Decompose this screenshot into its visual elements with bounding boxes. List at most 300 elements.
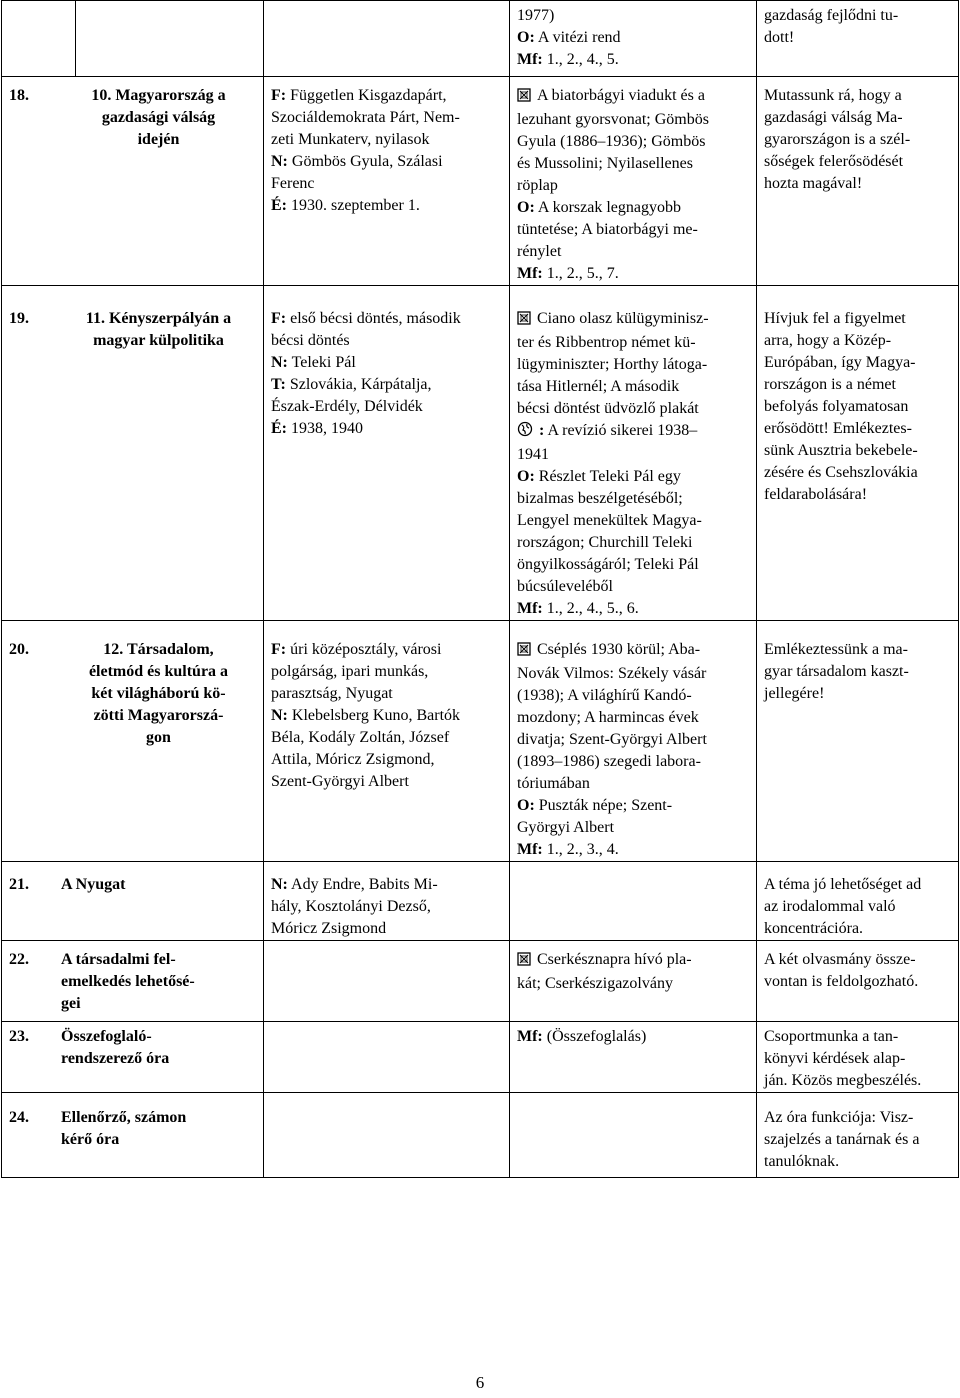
topic-line <box>61 727 256 749</box>
line-text: 1., 2., 4., 5. <box>542 51 619 68</box>
topic-line <box>61 330 256 352</box>
field-label: T: <box>271 376 286 393</box>
line-text: lügyminiszter; Horthy látoga- <box>517 356 708 373</box>
line-text: dott! <box>764 29 795 46</box>
line-text: Ellenőrző, számon <box>61 1109 187 1126</box>
source-line <box>517 1026 749 1048</box>
line-text: sőségek felerősödését <box>764 153 904 170</box>
line-text: divatja; Szent-Györgyi Albert <box>517 731 707 748</box>
topic-line <box>61 949 256 971</box>
line-text: tanulóknak. <box>764 1153 840 1170</box>
lesson-number: 21. <box>9 876 29 893</box>
source-line <box>517 197 749 219</box>
source-line <box>517 376 749 398</box>
line-text: 1., 2., 3., 4. <box>542 841 619 858</box>
line-text: A Nyugat <box>61 876 126 893</box>
note-line <box>764 151 951 173</box>
topic-line <box>61 1129 256 1151</box>
source-line <box>517 5 749 27</box>
line-text: Részlet Teleki Pál egy <box>534 468 681 485</box>
line-text: A korszak legnagyobb <box>534 199 681 216</box>
source-line <box>517 85 749 109</box>
note-line <box>764 874 951 896</box>
field-label: N: <box>271 876 288 893</box>
line-text: kát; Cserkészigazolvány <box>517 975 673 992</box>
notes-cell <box>757 1 959 77</box>
concept-line <box>271 705 502 727</box>
lesson-topic <box>61 85 256 151</box>
concept-line <box>271 151 502 173</box>
line-text: Ady Endre, Babits Mi- <box>287 876 438 893</box>
lesson-cell <box>2 77 264 286</box>
line-text: Teleki Pál <box>287 354 356 371</box>
topic-line <box>61 308 256 330</box>
line-text: magyar külpolitika <box>93 332 224 349</box>
field-label: O: <box>517 797 535 814</box>
source-line <box>517 554 749 576</box>
line-text: (Összefoglalás) <box>542 1028 647 1045</box>
field-label: É: <box>271 197 287 214</box>
table-row <box>2 1093 959 1178</box>
curriculum-table-body <box>2 1 959 1178</box>
line-text: gazdasági válság <box>101 109 216 126</box>
note-line <box>764 1151 951 1173</box>
line-text: gon <box>146 729 171 746</box>
line-text: Emlékeztessünk a ma- <box>764 641 908 658</box>
field-label: É: <box>271 420 287 437</box>
field-label: : <box>539 422 545 439</box>
line-text: Észak-Erdély, Délvidék <box>271 398 423 415</box>
table-row <box>2 286 959 621</box>
line-text: Hívjuk fel a figyelmet <box>764 310 906 327</box>
source-line <box>517 839 749 861</box>
note-line <box>764 949 951 971</box>
lesson-number: 18. <box>9 87 29 104</box>
line-text: 1977) <box>517 7 555 24</box>
field-label: O: <box>517 199 535 216</box>
lesson-cell <box>2 862 264 941</box>
sources-cell <box>510 1093 757 1178</box>
field-label: F: <box>271 87 287 104</box>
source-line <box>517 973 749 995</box>
concept-line <box>271 749 502 771</box>
notes-cell <box>757 1093 959 1178</box>
topic-line <box>61 661 256 683</box>
field-label: O: <box>517 468 535 485</box>
line-text: tüntetése; A biatorbágyi me- <box>517 221 698 238</box>
lesson-topic-cell <box>76 1 264 77</box>
concepts-cell <box>264 1093 510 1178</box>
source-line <box>517 354 749 376</box>
source-line <box>517 444 749 466</box>
line-text: Független Kisgazdapárt, <box>286 87 447 104</box>
line-text: ján. Közös megbeszélés. <box>764 1072 922 1089</box>
source-line <box>517 241 749 263</box>
line-text: gazdaság fejlődni tu- <box>764 7 899 24</box>
line-text: ter és Ribbentrop német kü- <box>517 334 696 351</box>
concept-line <box>271 661 502 683</box>
line-text: tása Hitlernél; A második <box>517 378 680 395</box>
concept-line <box>271 874 502 896</box>
note-line <box>764 484 951 506</box>
note-line <box>764 85 951 107</box>
source-line <box>517 707 749 729</box>
topic-line <box>61 639 256 661</box>
note-line <box>764 1107 951 1129</box>
line-text: 1., 2., 5., 7. <box>542 265 619 282</box>
line-text: (1938); A világhírű Kandó- <box>517 687 692 704</box>
line-text: arra, hogy a Közép- <box>764 332 892 349</box>
curriculum-table <box>1 0 959 1178</box>
source-line <box>517 109 749 131</box>
concept-line <box>271 308 502 330</box>
line-text: öngyilkosságáról; Teleki Pál <box>517 556 699 573</box>
source-line <box>517 332 749 354</box>
line-text: vontan is feldolgozható. <box>764 973 919 990</box>
lesson-cell <box>2 1022 264 1093</box>
line-text: és Mussolini; Nyilasellenes <box>517 155 693 172</box>
line-text: gazdasági válság Ma- <box>764 109 903 126</box>
note-line <box>764 129 951 151</box>
topic-line <box>61 107 256 129</box>
line-text: 1938, 1940 <box>287 420 363 437</box>
source-line <box>517 49 749 71</box>
concept-line <box>271 683 502 705</box>
source-line <box>517 639 749 663</box>
concepts-cell <box>264 621 510 862</box>
lesson-number-cell <box>2 1 76 77</box>
source-line <box>517 398 749 420</box>
line-text: Gyula (1886–1936); Gömbös <box>517 133 706 150</box>
line-text: polgárság, ipari munkás, <box>271 663 429 680</box>
line-text: idején <box>137 131 180 148</box>
table-row <box>2 941 959 1022</box>
source-line <box>517 751 749 773</box>
concept-line <box>271 352 502 374</box>
page-number: 6 <box>475 1373 485 1392</box>
source-line <box>517 420 749 444</box>
concept-line <box>271 85 502 107</box>
line-text: A téma jó lehetőséget ad <box>764 876 922 893</box>
line-text: Csoportmunka a tan- <box>764 1028 899 1045</box>
note-line <box>764 462 951 484</box>
concept-line <box>271 195 502 217</box>
globe-icon <box>517 421 533 444</box>
lesson-topic <box>61 874 256 896</box>
concept-line <box>271 418 502 440</box>
note-line <box>764 173 951 195</box>
concepts-cell <box>264 941 510 1022</box>
line-text: rországon; Churchill Teleki <box>517 534 693 551</box>
note-line <box>764 374 951 396</box>
line-text: két világháború kö- <box>91 685 226 702</box>
topic-line <box>61 874 256 896</box>
line-text: hály, Kosztolányi Dezső, <box>271 898 431 915</box>
line-text: Ciano olasz külügyminisz- <box>537 310 709 327</box>
concepts-cell <box>264 77 510 286</box>
line-text: első bécsi döntés, második <box>286 310 461 327</box>
lesson-topic <box>61 949 256 1015</box>
line-text: Ferenc <box>271 175 315 192</box>
picture-icon <box>517 951 531 973</box>
note-line <box>764 1070 951 1092</box>
line-text: 1941 <box>517 446 549 463</box>
source-line <box>517 817 749 839</box>
sources-cell <box>510 862 757 941</box>
line-text: Béla, Kodály Zoltán, József <box>271 729 450 746</box>
line-text: (1893–1986) szegedi labora- <box>517 753 701 770</box>
line-text: kérő óra <box>61 1131 120 1148</box>
concept-line <box>271 396 502 418</box>
source-line <box>517 598 749 620</box>
line-text: emelkedés lehetősé- <box>61 973 195 990</box>
line-text: rországon is a német <box>764 376 896 393</box>
lesson-number: 20. <box>9 641 29 658</box>
source-line <box>517 773 749 795</box>
line-text: 1930. szeptember 1. <box>287 197 420 214</box>
line-text: A revízió sikerei 1938– <box>544 422 698 439</box>
lesson-topic <box>61 308 256 352</box>
note-line <box>764 971 951 993</box>
line-text: Novák Vilmos: Székely vásár <box>517 665 707 682</box>
source-line <box>517 263 749 285</box>
line-text: zésére és Csehszlovákia <box>764 464 918 481</box>
line-text: 12. Társadalom, <box>103 641 214 658</box>
lesson-number: 19. <box>9 310 29 327</box>
line-text: az irodalommal való <box>764 898 896 915</box>
field-label: Mf: <box>517 51 543 68</box>
picture-icon <box>517 641 531 663</box>
line-text: bizalmas beszélgetéséből; <box>517 490 683 507</box>
source-line <box>517 153 749 175</box>
lesson-topic <box>61 1107 256 1151</box>
source-line <box>517 576 749 598</box>
field-label: N: <box>271 153 288 170</box>
concept-line <box>271 374 502 396</box>
note-line <box>764 308 951 330</box>
line-text: gei <box>61 995 81 1012</box>
concept-line <box>271 330 502 352</box>
line-text: zeti Munkaterv, nyilasok <box>271 131 430 148</box>
picture-icon <box>517 310 531 332</box>
line-text: életmód és kultúra a <box>88 663 229 680</box>
source-line <box>517 663 749 685</box>
line-text: feldarabolására! <box>764 486 868 503</box>
note-line <box>764 1048 951 1070</box>
line-text: befolyás folyamatosan <box>764 398 909 415</box>
topic-line <box>61 1026 256 1048</box>
line-text: 10. Magyarország a <box>91 87 226 104</box>
line-text: Szent-Györgyi Albert <box>271 773 409 790</box>
source-line <box>517 175 749 197</box>
note-line <box>764 107 951 129</box>
source-line <box>517 685 749 707</box>
source-line <box>517 308 749 332</box>
line-text: gyarországon is a szél- <box>764 131 911 148</box>
line-text: bécsi döntés <box>271 332 350 349</box>
line-text: lezuhant gyorsvonat; Gömbös <box>517 111 709 128</box>
concepts-cell <box>264 286 510 621</box>
sources-cell <box>510 1022 757 1093</box>
line-text: A biatorbágyi viadukt és a <box>537 87 705 104</box>
notes-cell <box>757 862 959 941</box>
line-text: rendszerező óra <box>61 1050 170 1067</box>
source-line <box>517 27 749 49</box>
concept-line <box>271 771 502 793</box>
note-line <box>764 418 951 440</box>
line-text: 1., 2., 4., 5., 6. <box>542 600 639 617</box>
field-label: Mf: <box>517 600 543 617</box>
topic-line <box>61 85 256 107</box>
notes-cell <box>757 77 959 286</box>
line-text: Attila, Móricz Zsigmond, <box>271 751 435 768</box>
line-text: Lengyel menekültek Magya- <box>517 512 702 529</box>
concepts-cell <box>264 1022 510 1093</box>
line-text: zötti Magyarorszá- <box>93 707 224 724</box>
sources-cell <box>510 77 757 286</box>
line-text: bécsi döntést üdvözlő plakát <box>517 400 699 417</box>
line-text: hozta magával! <box>764 175 863 192</box>
source-line <box>517 488 749 510</box>
source-line <box>517 795 749 817</box>
sources-cell <box>510 941 757 1022</box>
concept-line <box>271 639 502 661</box>
topic-line <box>61 1107 256 1129</box>
sources-cell <box>510 621 757 862</box>
field-label: Mf: <box>517 1028 543 1045</box>
line-text: mozdony; A harmincas évek <box>517 709 699 726</box>
field-label: N: <box>271 354 288 371</box>
line-text: erősödött! Emlékeztes- <box>764 420 912 437</box>
concept-line <box>271 107 502 129</box>
lesson-topic <box>61 1026 256 1070</box>
lesson-number: 24. <box>9 1109 29 1126</box>
line-text: Európában, így Magya- <box>764 354 916 371</box>
line-text: gyar társadalom kaszt- <box>764 663 909 680</box>
line-text: Klebelsberg Kuno, Bartók <box>287 707 461 724</box>
notes-cell <box>757 286 959 621</box>
line-text: parasztság, Nyugat <box>271 685 393 702</box>
field-label: Mf: <box>517 265 543 282</box>
field-label: O: <box>517 29 535 46</box>
note-line <box>764 440 951 462</box>
notes-cell <box>757 1022 959 1093</box>
line-text: tóriumában <box>517 775 590 792</box>
line-text: 11. Kényszerpályán a <box>85 310 232 327</box>
line-text: A társadalmi fel- <box>61 951 176 968</box>
note-line <box>764 396 951 418</box>
line-text: rénylet <box>517 243 562 260</box>
lesson-number: 22. <box>9 951 29 968</box>
lesson-number: 23. <box>9 1028 29 1045</box>
note-line <box>764 352 951 374</box>
line-text: röplap <box>517 177 558 194</box>
source-line <box>517 729 749 751</box>
source-line <box>517 131 749 153</box>
lesson-cell <box>2 941 264 1022</box>
note-line <box>764 1129 951 1151</box>
lesson-cell <box>2 286 264 621</box>
concept-line <box>271 129 502 151</box>
table-row <box>2 621 959 862</box>
note-line <box>764 639 951 661</box>
line-text: Mutassunk rá, hogy a <box>764 87 902 104</box>
lesson-topic <box>61 639 256 749</box>
line-text: Gömbös Gyula, Szálasi <box>287 153 443 170</box>
line-text: úri középosztály, városi <box>286 641 442 658</box>
concept-line <box>271 727 502 749</box>
sources-cell <box>510 1 757 77</box>
note-line <box>764 27 951 49</box>
source-line <box>517 949 749 973</box>
line-text: Az óra funkciója: Visz- <box>764 1109 914 1126</box>
field-label: F: <box>271 310 287 327</box>
line-text: szajelzés a tanárnak és a <box>764 1131 920 1148</box>
line-text: Szlovákia, Kárpátalja, <box>285 376 432 393</box>
line-text: jellegére! <box>764 685 825 702</box>
table-row <box>2 1022 959 1093</box>
field-label: Mf: <box>517 841 543 858</box>
line-text: Puszták népe; Szent- <box>534 797 673 814</box>
sources-cell <box>510 286 757 621</box>
line-text: Györgyi Albert <box>517 819 615 836</box>
concept-line <box>271 896 502 918</box>
line-text: Szociáldemokrata Párt, Nem- <box>271 109 460 126</box>
note-line <box>764 1026 951 1048</box>
concepts-cell <box>264 862 510 941</box>
concept-line <box>271 173 502 195</box>
table-row <box>2 1 959 77</box>
line-text: Móricz Zsigmond <box>271 920 387 937</box>
topic-line <box>61 993 256 1015</box>
table-row <box>2 77 959 286</box>
note-line <box>764 661 951 683</box>
line-text: könyvi kérdések alap- <box>764 1050 906 1067</box>
note-line <box>764 683 951 705</box>
source-line <box>517 532 749 554</box>
line-text: Összefoglaló- <box>61 1028 152 1045</box>
field-label: F: <box>271 641 287 658</box>
concepts-cell <box>264 1 510 77</box>
topic-line <box>61 683 256 705</box>
lesson-cell <box>2 1093 264 1178</box>
lesson-cell <box>2 621 264 862</box>
note-line <box>764 918 951 940</box>
note-line <box>764 896 951 918</box>
source-line <box>517 466 749 488</box>
line-text: A két olvasmány össze- <box>764 951 916 968</box>
line-text: Cserkésznapra hívó pla- <box>537 951 692 968</box>
line-text: búcsúleveléből <box>517 578 613 595</box>
line-text: koncentrációra. <box>764 920 864 937</box>
notes-cell <box>757 621 959 862</box>
picture-icon <box>517 87 531 109</box>
topic-line <box>61 705 256 727</box>
source-line <box>517 219 749 241</box>
note-line <box>764 330 951 352</box>
topic-line <box>61 129 256 151</box>
source-line <box>517 510 749 532</box>
topic-line <box>61 971 256 993</box>
field-label: N: <box>271 707 288 724</box>
concept-line <box>271 918 502 940</box>
topic-line <box>61 1048 256 1070</box>
line-text: A vitézi rend <box>534 29 621 46</box>
line-text: sünk Ausztria bekebele- <box>764 442 918 459</box>
notes-cell <box>757 941 959 1022</box>
note-line <box>764 5 951 27</box>
line-text: Cséplés 1930 körül; Aba- <box>537 641 701 658</box>
